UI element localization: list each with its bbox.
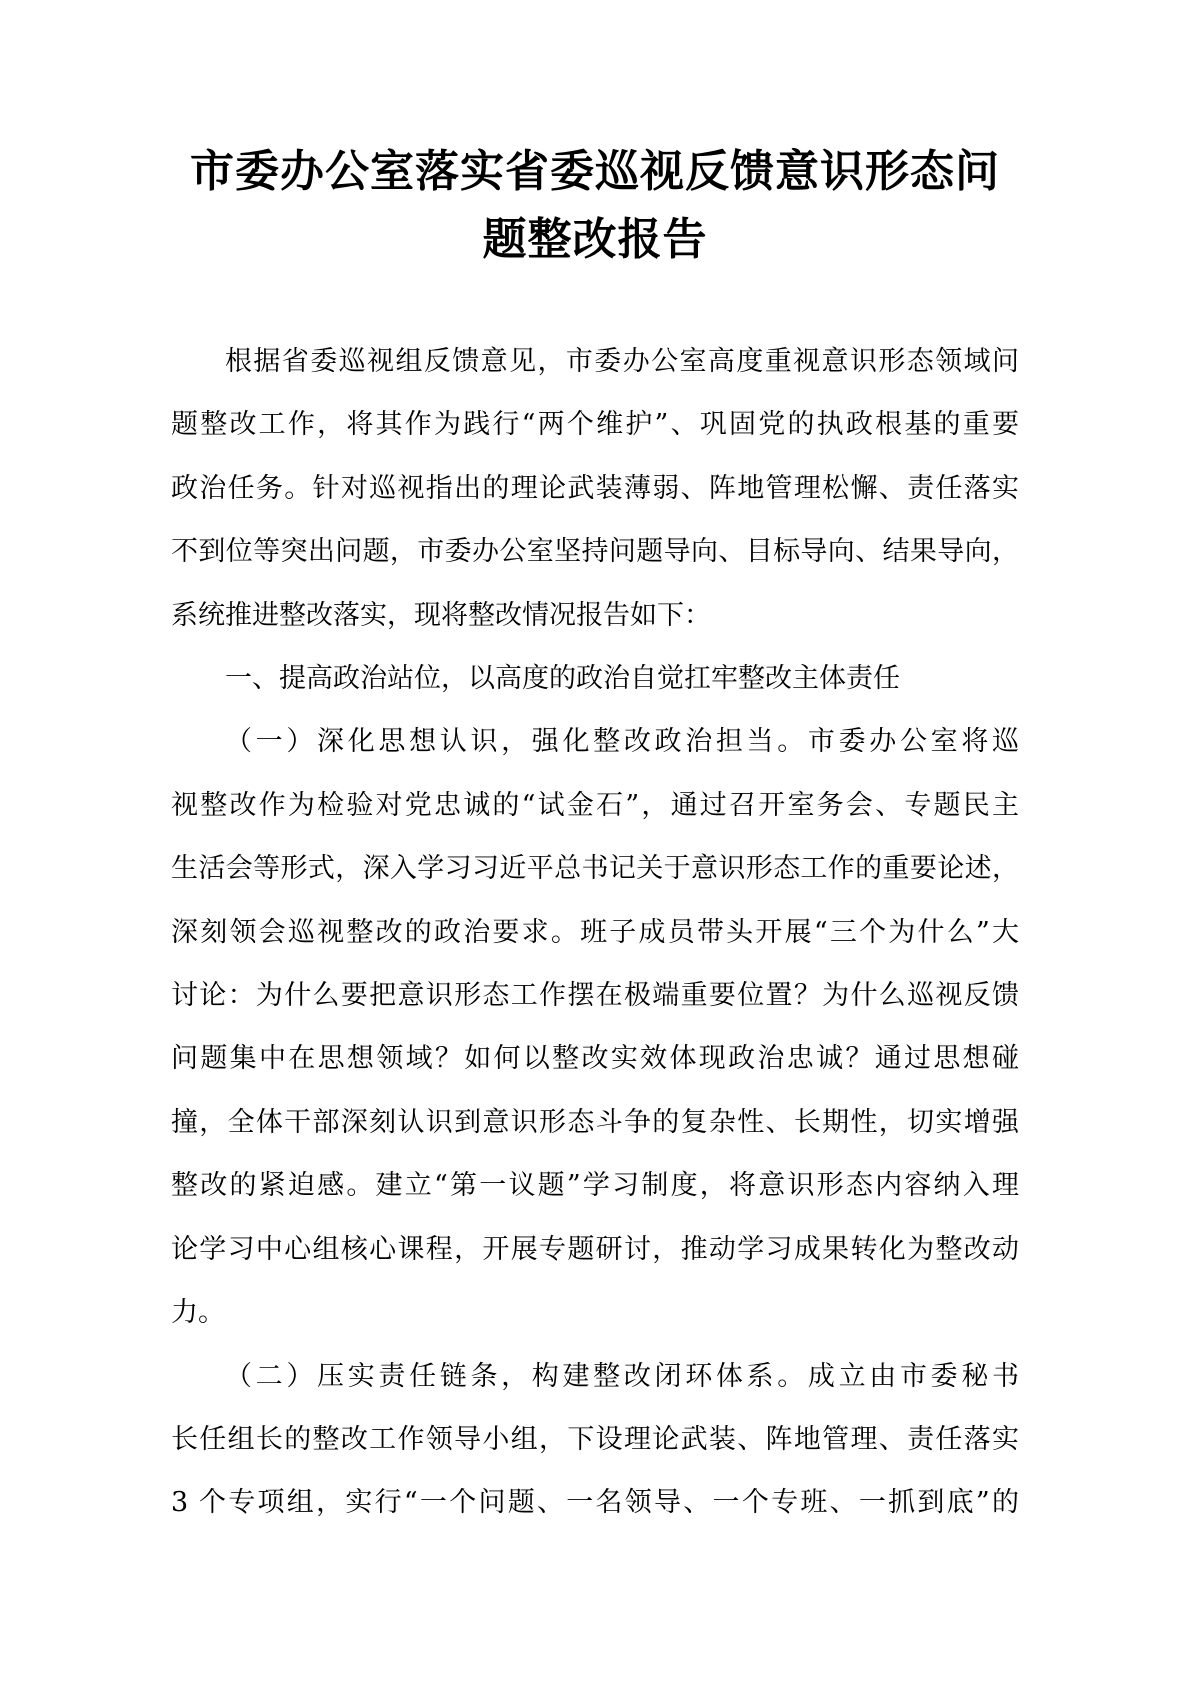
paragraph-intro bbox=[171, 330, 1019, 647]
document-title bbox=[145, 0, 1045, 274]
text-line: 论学习中心组核心课程，开展专题研讨，推动学习成果转化为整改动 bbox=[171, 1233, 1019, 1265]
text-line: 题整改工作，将其作为践行“两个维护”、巩固党的执政根基的重要 bbox=[171, 409, 1019, 441]
document-title-line-2: 题整改报告 bbox=[482, 214, 708, 265]
section-heading-line: 一、提高政治站位，以高度的政治自觉扛牢整改主体责任 bbox=[225, 663, 900, 695]
text-line: 问题集中在思想领域？如何以整改实效体现政治忠诚？通过思想碰 bbox=[171, 1043, 1019, 1075]
text-line: （二）压实责任链条，构建整改闭环体系。成立由市委秘书 bbox=[225, 1360, 1019, 1392]
text-line: 视整改作为检验对党忠诚的“试金石”，通过召开室务会、专题民主 bbox=[171, 789, 1019, 821]
text-line: （一）深化思想认识，强化整改政治担当。市委办公室将巡 bbox=[225, 726, 1019, 758]
paragraph-subsection-2 bbox=[171, 1345, 1019, 1535]
document-title-line-1: 市委办公室落实省委巡视反馈意识形态问 bbox=[190, 146, 1000, 197]
text-line: 整改的紧迫感。建立“第一议题”学习制度，将意识形态内容纳入理 bbox=[171, 1170, 1019, 1202]
text-line: 长任组长的整改工作领导小组，下设理论武装、阵地管理、责任落实 bbox=[171, 1423, 1019, 1455]
text-line: 撞，全体干部深刻认识到意识形态斗争的复杂性、长期性，切实增强 bbox=[171, 1106, 1019, 1138]
text-line: 根据省委巡视组反馈意见，市委办公室高度重视意识形态领域问 bbox=[225, 346, 1019, 377]
text-line: 力。 bbox=[171, 1297, 225, 1329]
text-line: 讨论：为什么要把意识形态工作摆在极端重要位置？为什么巡视反馈 bbox=[171, 980, 1019, 1012]
section-heading-1 bbox=[171, 647, 1019, 710]
paragraph-subsection-1 bbox=[171, 710, 1019, 1344]
text-line: 系统推进整改落实，现将整改情况报告如下： bbox=[171, 599, 711, 631]
text-line: 生活会等形式，深入学习习近平总书记关于意识形态工作的重要论述， bbox=[171, 853, 1019, 885]
text-line: 政治任务。针对巡视指出的理论武装薄弱、阵地管理松懈、责任落实 bbox=[171, 472, 1019, 504]
text-line: 深刻领会巡视整改的政治要求。班子成员带头开展“三个为什么”大 bbox=[171, 916, 1019, 948]
text-line: 3 个专项组，实行“一个问题、一名领导、一个专班、一抓到底”的 bbox=[171, 1487, 1019, 1519]
text-line: 不到位等突出问题，市委办公室坚持问题导向、目标导向、结果导向， bbox=[171, 536, 1019, 568]
document-body bbox=[171, 330, 1019, 1535]
